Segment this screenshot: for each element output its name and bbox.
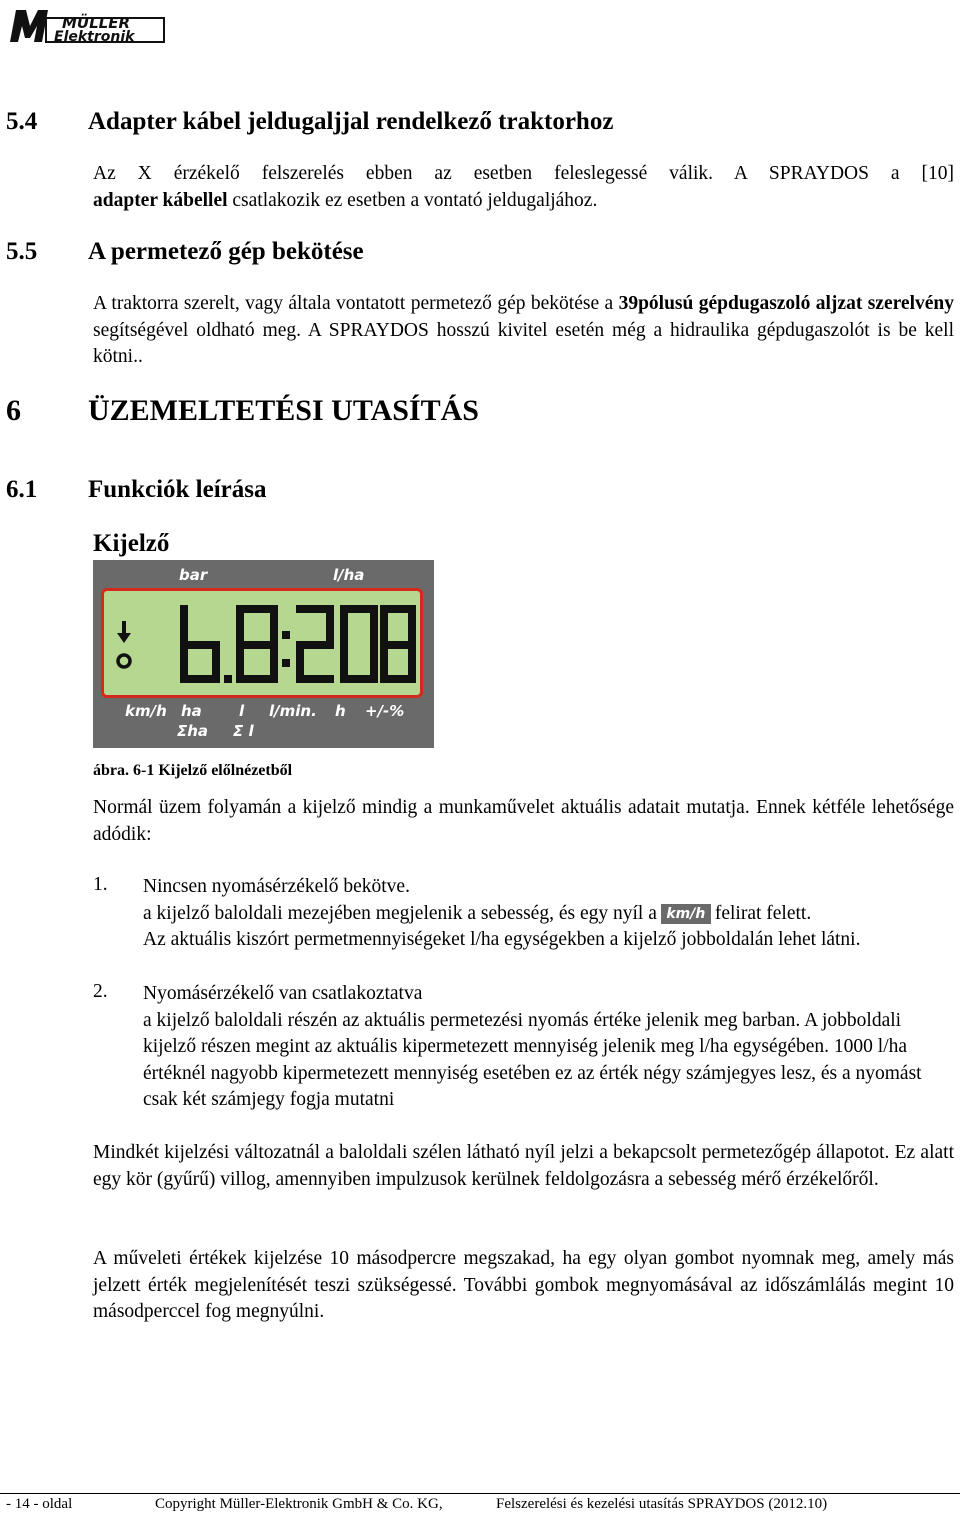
company-logo bbox=[6, 4, 166, 46]
list-line: Az aktuális kiszórt permetmennyiségeket l/ha egységekben a kijelző jobboldalán lehet látni. bbox=[143, 929, 861, 950]
list-number: 2. bbox=[93, 981, 108, 1002]
lcd-digit-readout bbox=[176, 601, 416, 689]
lcd-label-sigma-l: Σ l bbox=[233, 722, 254, 740]
display-variants-paragraph bbox=[93, 1140, 954, 1193]
paragraph: Mindkét kijelzési változatnál a baloldali szélen látható nyíl jelzi a bekapcsolt permetezőgép állapotot. Ez alatt egy kör (gyűrű) villog, amennyiben impulzusok kerülnek feldolgozásra a sebesség mérő érzékelőről. bbox=[93, 1142, 954, 1190]
text-span: a kijelző baloldali mezejében megjelenik a sebesség, és egy nyíl a bbox=[143, 902, 657, 924]
timer-paragraph bbox=[93, 1246, 954, 1326]
digit-8 bbox=[240, 609, 274, 679]
paragraph-line: Az X érzékelő felszerelés ebben az esetben feleslegessé válik. A SPRAYDOS a [10] bbox=[93, 163, 954, 184]
paragraph-line bbox=[93, 188, 954, 215]
logo-text-bottom: Elektronik bbox=[54, 29, 135, 45]
lcd-label-lha: l/ha bbox=[333, 566, 365, 584]
list-line: a kijelző baloldali részén az aktuális permetezési nyomás értéke jelenik meg barban. A jobboldali kijelző részen megint az aktuális kipermetezett mennyiség jelenik meg l/ha egységében. 1000 l/ha értéknél nagyobb kipermetezett mennyiség esetében ez az érték négy számjegyes lesz, és a nyomást csak két számjegy fogja mutatni bbox=[143, 1009, 922, 1110]
footer-copyright: Copyright Müller-Elektronik GmbH & Co. KG, bbox=[155, 1496, 443, 1512]
section-number: 5.5 bbox=[6, 238, 38, 265]
digit-8b bbox=[384, 609, 412, 679]
paragraph: Normál üzem folyamán a kijelző mindig a munkaművelet aktuális adatait mutatja. Ennek kétféle lehetősége adódik: bbox=[93, 797, 954, 845]
digit-2 bbox=[296, 605, 334, 683]
lcd-label-kmh: km/h bbox=[125, 702, 167, 720]
footer-document-title: Felszerelési és kezelési utasítás SPRAYDOS (2012.10) bbox=[496, 1496, 828, 1512]
bold-term: adapter kábellel bbox=[93, 189, 228, 211]
lcd-label-bar: bar bbox=[179, 566, 208, 584]
list-item-2 bbox=[143, 981, 954, 1114]
decimal-point bbox=[224, 675, 232, 683]
text-span: segítségével oldható meg. A SPRAYDOS hosszú kivitel esetén még a hidraulika gépdugaszolót is be kell kötni.. bbox=[93, 319, 954, 367]
bold-term: 39pólusú gépdugaszoló aljzat szerelvény bbox=[618, 293, 954, 314]
list-line bbox=[143, 901, 954, 928]
figure-title: Kijelző bbox=[93, 530, 170, 557]
colon-top bbox=[282, 631, 290, 639]
list-line: Nyomásérzékelő van csatlakoztatva bbox=[143, 983, 423, 1004]
section-6-1-heading bbox=[6, 476, 906, 510]
ring-icon bbox=[118, 655, 130, 667]
down-arrow-icon bbox=[114, 619, 134, 675]
lcd-screen bbox=[101, 588, 423, 698]
chapter-title: ÜZEMELTETÉSI UTASÍTÁS bbox=[88, 394, 479, 427]
lcd-label-ha: ha bbox=[181, 702, 202, 720]
lcd-label-percent: +/-% bbox=[365, 702, 405, 720]
section-5-5-heading bbox=[6, 238, 906, 272]
section-5-4-body bbox=[93, 161, 954, 214]
chapter-number: 6 bbox=[6, 394, 21, 427]
list-line: Nincsen nyomásérzékelő bekötve. bbox=[143, 876, 410, 897]
list-number: 1. bbox=[93, 874, 108, 895]
list-item-1 bbox=[143, 874, 954, 954]
section-number: 6.1 bbox=[6, 476, 38, 503]
footer-page-number: - 14 - oldal bbox=[6, 1496, 73, 1512]
lcd-label-h: h bbox=[335, 702, 346, 720]
intro-paragraph bbox=[93, 795, 954, 848]
colon-bottom bbox=[282, 659, 290, 667]
logo-text-top: MÜLLER bbox=[62, 14, 131, 32]
text-span: csatlakozik ez esetben a vontató jeldugaljához. bbox=[227, 189, 598, 211]
kmh-badge-icon: km/h bbox=[661, 904, 711, 924]
section-title: Adapter kábel jeldugaljjal rendelkező traktorhoz bbox=[88, 108, 614, 135]
lcd-display-figure bbox=[93, 560, 434, 748]
section-title: A permetező gép bekötése bbox=[88, 238, 364, 265]
digit-0 bbox=[344, 609, 374, 679]
lcd-label-lmin: l/min. bbox=[269, 702, 317, 720]
section-5-4-heading bbox=[6, 108, 906, 142]
text-span: A traktorra szerelt, vagy általa vontatott permetező gép bekötése a bbox=[93, 293, 619, 314]
section-number: 5.4 bbox=[6, 108, 38, 135]
section-title: Funkciók leírása bbox=[88, 476, 267, 503]
lcd-label-l: l bbox=[239, 702, 245, 720]
paragraph bbox=[93, 291, 954, 371]
footer-divider bbox=[0, 1493, 960, 1494]
section-5-5-body bbox=[93, 291, 954, 371]
lcd-label-sigma-ha: Σha bbox=[177, 722, 209, 740]
figure-caption: ábra. 6-1 Kijelző előlnézetből bbox=[93, 762, 293, 779]
chapter-6-heading bbox=[6, 394, 906, 434]
paragraph: A műveleti értékek kijelzése 10 másodpercre megszakad, ha egy olyan gombot nyomnak meg, amely más jelzett érték megjelenítését teszi szükségessé. További gombok megnyomásával az időszámlálás megint 10 másodperccel fog megnyúlni. bbox=[93, 1248, 954, 1322]
lcd-digit-text: b.8:208 bbox=[176, 601, 180, 602]
text-span: felirat felett. bbox=[714, 902, 812, 924]
digit-b bbox=[180, 605, 220, 683]
